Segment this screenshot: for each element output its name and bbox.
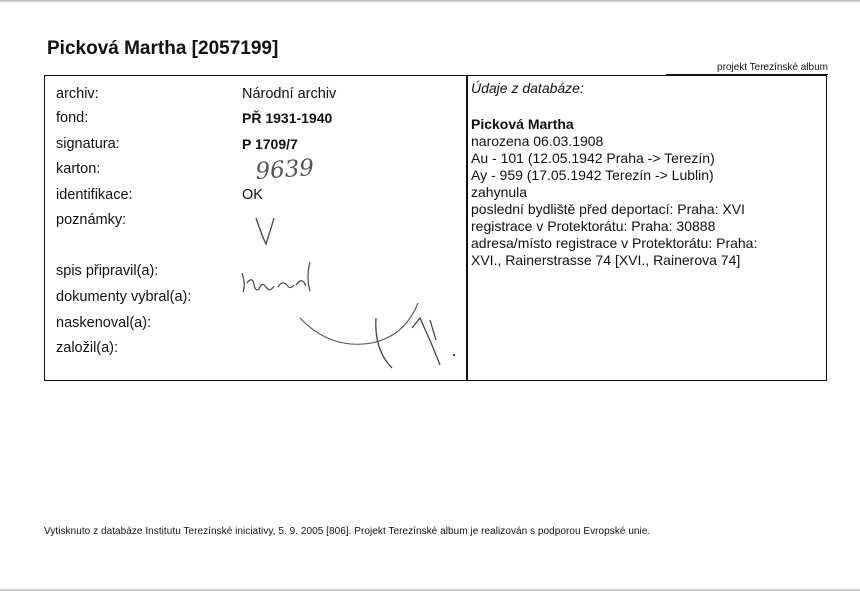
label-karton: karton: — [56, 161, 101, 177]
database-line: Au - 101 (12.05.1942 Praha -> Terezín) — [471, 150, 715, 166]
database-line: narozena 06.03.1908 — [471, 133, 604, 149]
value-fond: PŘ 1931-1940 — [242, 110, 333, 126]
database-line: poslední bydliště před deportací: Praha: XVI — [471, 201, 745, 217]
page-title: Picková Martha [2057199] — [47, 38, 279, 59]
label-dokumenty: dokumenty vybral(a): — [56, 289, 192, 305]
label-poznamky: poznámky: — [56, 212, 127, 228]
value-archiv: Národní archiv — [242, 86, 337, 102]
database-panel — [471, 80, 821, 269]
label-fond: fond: — [56, 110, 89, 126]
database-line: XVI., Rainerstrasse 74 [XVI., Rainerova 74] — [471, 252, 741, 268]
label-zalozil: založil(a): — [56, 340, 119, 356]
value-karton: 9639 — [254, 154, 315, 185]
project-label: projekt Terezínské album — [666, 62, 828, 75]
footer-note: Vytisknuto z databáze Institutu Terezínské iniciativy, 5. 9. 2005 [806]. Projekt Terezínské album je realizován s podporou Evropské unie. — [44, 526, 651, 537]
checkmark-handwritten — [256, 218, 274, 244]
initials-handwritten — [242, 262, 310, 292]
database-line: adresa/místo registrace v Protektorátu: Praha: — [471, 235, 758, 251]
database-heading: Údaje z databáze: — [471, 80, 584, 96]
label-signatura: signatura: — [56, 136, 120, 152]
value-signatura: P 1709/7 — [242, 136, 298, 152]
label-spis: spis připravil(a): — [56, 263, 159, 279]
value-identifikace: OK — [242, 187, 263, 203]
label-identifikace: identifikace: — [56, 187, 133, 203]
person-name: Picková Martha — [471, 116, 574, 132]
database-line: registrace v Protektorátu: Praha: 30888 — [471, 218, 716, 234]
database-line: Ay - 959 (17.05.1942 Terezín -> Lublin) — [471, 167, 714, 183]
label-archiv: archiv: — [56, 86, 99, 102]
label-naskenoval: naskenoval(a): — [56, 315, 152, 331]
signature-stroke-1 — [300, 303, 418, 344]
database-line: zahynula — [471, 184, 528, 200]
signature-dot — [453, 354, 455, 356]
signature-stroke-2 — [376, 318, 440, 368]
